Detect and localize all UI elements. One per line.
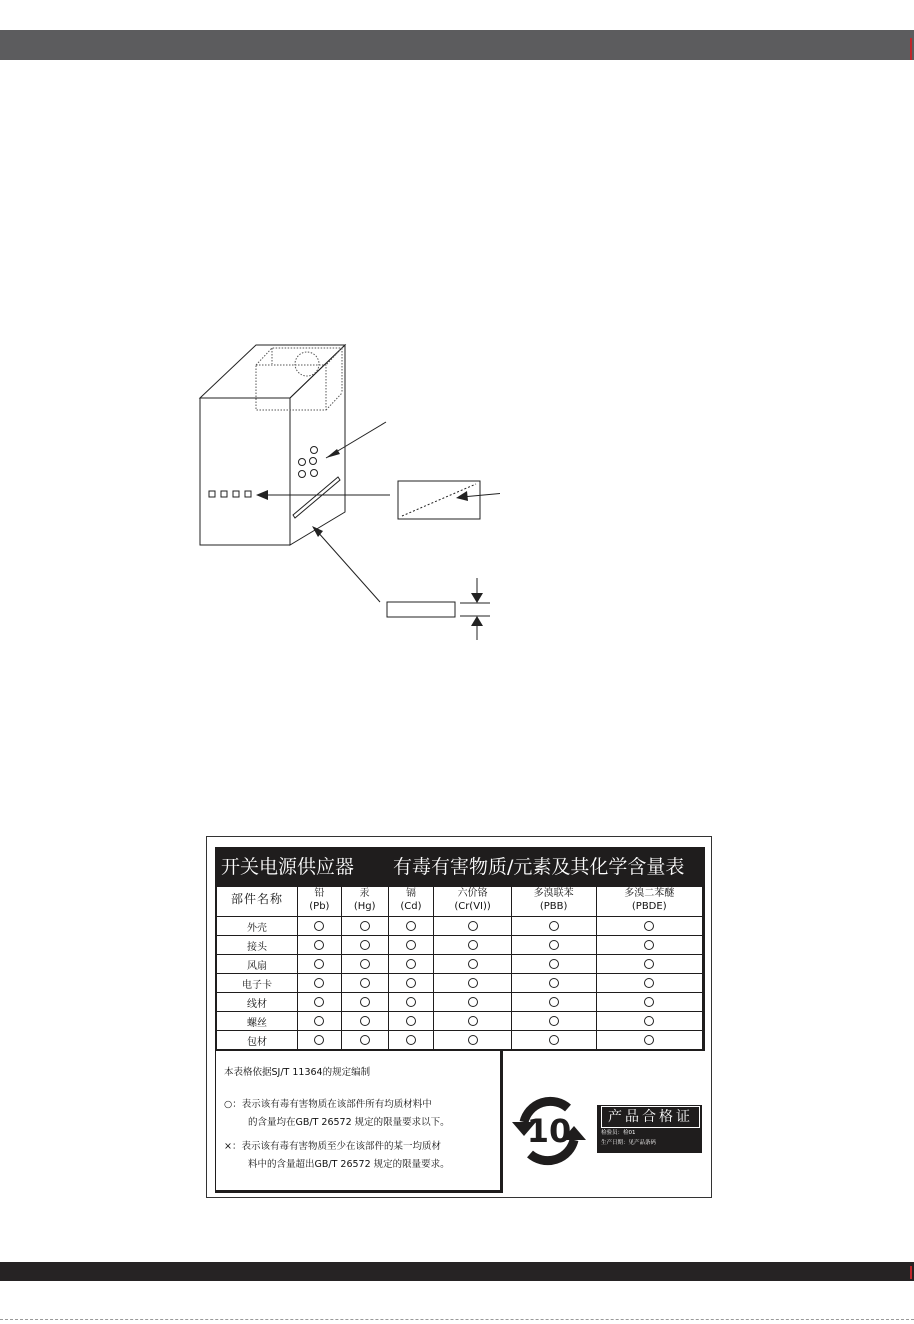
compliant-circle-icon [549, 1035, 559, 1045]
compliant-circle-icon [468, 921, 478, 931]
note-cross-line2: 料中的含量超出GB/T 26572 规定的限量要求。 [248, 1159, 450, 1170]
compliant-circle-icon [360, 1016, 370, 1026]
compliant-circle-icon [360, 959, 370, 969]
compliant-circle-icon [468, 997, 478, 1007]
compliance-cell [341, 936, 388, 955]
substance-table [215, 882, 705, 1051]
compliant-circle-icon [406, 1016, 416, 1026]
compliant-circle-icon [644, 978, 654, 988]
compliance-cell [511, 993, 596, 1012]
table-row [216, 974, 704, 993]
label-title-bar [215, 847, 705, 887]
compliant-circle-icon [549, 921, 559, 931]
compliant-circle-icon [549, 997, 559, 1007]
compliant-circle-icon [314, 1035, 324, 1045]
compliance-cell [596, 1031, 704, 1051]
compliance-cell [388, 936, 434, 955]
compliance-cell [511, 936, 596, 955]
compliant-circle-icon [314, 997, 324, 1007]
compliance-cell [388, 955, 434, 974]
part-name: 风扇 [216, 955, 298, 974]
compliance-cell [388, 974, 434, 993]
compliance-cell [298, 936, 342, 955]
compliant-circle-icon [406, 978, 416, 988]
compliance-cell [434, 955, 511, 974]
compliance-cell [388, 917, 434, 936]
compliance-cell [298, 917, 342, 936]
compliance-cell [341, 917, 388, 936]
compliance-cell [596, 955, 704, 974]
note-circle-line1: ○：表示该有毒有害物质在该部件所有均质材料中 [224, 1099, 432, 1110]
cert-inspector: 检验员：检01 [601, 1130, 636, 1136]
header-en: (Pb) [309, 900, 330, 912]
header-en: (Cd) [400, 900, 422, 912]
compliant-circle-icon [360, 921, 370, 931]
footer-bar [0, 1262, 914, 1281]
compliance-cell [298, 993, 342, 1012]
compliant-circle-icon [468, 1035, 478, 1045]
table-header-row [216, 883, 704, 917]
compliance-cell [434, 993, 511, 1012]
compliant-circle-icon [644, 997, 654, 1007]
compliance-cell [596, 974, 704, 993]
compliance-cell [434, 1012, 511, 1031]
compliant-circle-icon [314, 1016, 324, 1026]
compliance-cell [298, 955, 342, 974]
compliant-circle-icon [468, 1016, 478, 1026]
note-circle-line2: 的含量均在GB/T 26572 规定的限量要求以下。 [248, 1117, 450, 1128]
header-bar [0, 30, 914, 60]
notes-box [215, 1049, 503, 1193]
table-row [216, 917, 704, 936]
power-supply-diagram [190, 340, 500, 650]
compliant-circle-icon [360, 978, 370, 988]
header-en: (Cr(VI)) [454, 900, 491, 912]
qualification-certificate [597, 1105, 702, 1153]
header-en: (PBDE) [631, 900, 667, 912]
compliant-circle-icon [644, 921, 654, 931]
compliance-cell [341, 993, 388, 1012]
compliance-cell [596, 917, 704, 936]
compliant-circle-icon [549, 1016, 559, 1026]
compliant-circle-icon [360, 940, 370, 950]
compliant-circle-icon [549, 940, 559, 950]
note-basis: 本表格依据SJ/T 11364的规定编制 [224, 1067, 371, 1078]
compliance-cell [596, 993, 704, 1012]
compliant-circle-icon [406, 997, 416, 1007]
compliant-circle-icon [406, 940, 416, 950]
compliant-circle-icon [644, 1035, 654, 1045]
hazardous-substance-label [206, 836, 712, 1198]
compliance-cell [388, 1012, 434, 1031]
compliance-cell [434, 974, 511, 993]
compliant-circle-icon [314, 940, 324, 950]
compliance-cell [511, 917, 596, 936]
compliance-cell [596, 1012, 704, 1031]
header-cell [298, 883, 342, 917]
header-cell [596, 883, 704, 917]
header-cn: 汞 [359, 887, 370, 899]
header-cell [511, 883, 596, 917]
compliance-cell [388, 993, 434, 1012]
footer-rule [0, 1319, 914, 1320]
compliance-cell [341, 1012, 388, 1031]
compliance-cell [434, 917, 511, 936]
label-title-table: 有毒有害物质/元素及其化学含量表 [393, 856, 685, 878]
compliance-cell [298, 1031, 342, 1051]
compliance-cell [388, 1031, 434, 1051]
header-cn: 铅 [314, 887, 325, 899]
compliance-cell [341, 955, 388, 974]
header-cell [341, 883, 388, 917]
part-name: 接头 [216, 936, 298, 955]
part-name: 螺丝 [216, 1012, 298, 1031]
compliant-circle-icon [406, 959, 416, 969]
header-en: (Hg) [353, 900, 376, 912]
header-cell [434, 883, 511, 917]
compliance-cell [298, 1012, 342, 1031]
cert-title: 产品合格证 [601, 1106, 700, 1128]
compliant-circle-icon [644, 940, 654, 950]
header-cn: 多溴二苯醚 [624, 887, 675, 899]
compliant-circle-icon [314, 921, 324, 931]
header-accent [910, 38, 912, 60]
header-cn: 镉 [405, 887, 416, 899]
epup-number: 10 [526, 1112, 572, 1150]
compliant-circle-icon [406, 921, 416, 931]
compliance-cell [434, 1031, 511, 1051]
part-name: 线材 [216, 993, 298, 1012]
compliance-cell [596, 936, 704, 955]
header-part-name: 部件名称 [216, 883, 298, 917]
compliance-cell [341, 974, 388, 993]
compliance-cell [511, 1012, 596, 1031]
part-name: 电子卡 [216, 974, 298, 993]
compliance-cell [511, 955, 596, 974]
epup-10-recycle-icon [510, 1092, 588, 1170]
compliance-cell [511, 974, 596, 993]
header-en: (PBB) [539, 900, 568, 912]
footer-accent [910, 1266, 912, 1279]
part-name: 外壳 [216, 917, 298, 936]
compliant-circle-icon [468, 940, 478, 950]
table-row [216, 1012, 704, 1031]
cert-production-date: 生产日期：见产品条码 [601, 1140, 657, 1146]
label-title-product: 开关电源供应器 [221, 856, 355, 878]
compliant-circle-icon [314, 959, 324, 969]
header-cn: 多溴联苯 [533, 887, 574, 899]
header-cell [388, 883, 434, 917]
compliance-cell [298, 974, 342, 993]
compliant-circle-icon [314, 978, 324, 988]
table-row [216, 936, 704, 955]
compliance-cell [341, 1031, 388, 1051]
part-name: 包材 [216, 1031, 298, 1051]
compliance-cell [434, 936, 511, 955]
table-row [216, 993, 704, 1012]
compliant-circle-icon [549, 978, 559, 988]
table-row [216, 1031, 704, 1051]
compliant-circle-icon [360, 1035, 370, 1045]
compliant-circle-icon [644, 959, 654, 969]
compliant-circle-icon [644, 1016, 654, 1026]
compliant-circle-icon [468, 978, 478, 988]
header-cn: 六价铬 [457, 887, 488, 899]
compliant-circle-icon [360, 997, 370, 1007]
compliant-circle-icon [549, 959, 559, 969]
compliant-circle-icon [468, 959, 478, 969]
table-row [216, 955, 704, 974]
compliance-cell [511, 1031, 596, 1051]
compliant-circle-icon [406, 1035, 416, 1045]
note-cross-line1: ×：表示该有毒有害物质至少在该部件的某一均质材 [224, 1141, 441, 1152]
